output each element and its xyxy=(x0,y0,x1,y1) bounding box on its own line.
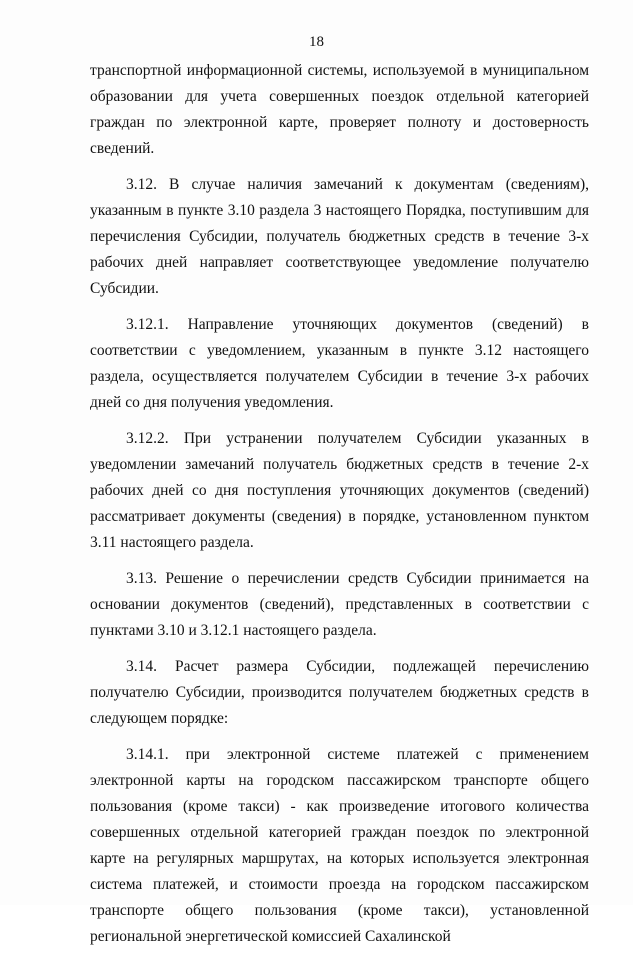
page-number: 18 xyxy=(309,34,324,50)
paragraph-continuation: транспортной информационной системы, используемой в муниципальном образовании для учета совершенных поездок отдельной категорией граждан по электронной карте, проверяет полноту и достоверность сведений. xyxy=(90,62,589,157)
paragraph-3-12-1: 3.12.1. Направление уточняющих документов (сведений) в соответствии с уведомлением, указанным в пункте 3.12 настоящего раздела, осуществляется получателем Субсидии в течение 3-х рабочих дней со дня получения уведомления. xyxy=(90,316,589,411)
paragraph-3-14: 3.14. Расчет размера Субсидии, подлежащей перечислению получателю Субсидии, производится получателем бюджетных средств в следующем порядке: xyxy=(90,658,589,727)
paragraph-3-14-1: 3.14.1. при электронной системе платежей с применением электронной карты на городском пассажирском транспорте общего пользования (кроме такси) - как произведение итогового количества совершенных отдельной категорией граждан поездок по электронной карте на регулярных маршрутах, на которых используется электронная система платежей, и стоимости проезда на городском пассажирском транспорте общего пользования (кроме такси), установленной региональной энергетической комиссией Сахалинской xyxy=(90,746,589,945)
document-body xyxy=(90,58,589,960)
paragraph-3-13: 3.13. Решение о перечислении средств Субсидии принимается на основании документов (сведений), представленных в соответствии с пунктами 3.10 и 3.12.1 настоящего раздела. xyxy=(90,570,589,639)
paragraph-3-12: 3.12. В случае наличия замечаний к документам (сведениям), указанным в пункте 3.10 раздела 3 настоящего Порядка, поступившим для перечисления Субсидии, получатель бюджетных средств в течение 3-х рабочих дней направляет соответствующее уведомление получателю Субсидии. xyxy=(90,176,589,297)
paragraph-3-12-2: 3.12.2. При устранении получателем Субсидии указанных в уведомлении замечаний получатель бюджетных средств в течение 2-х рабочих дней со дня поступления уточняющих документов (сведений) рассматривает документы (сведения) в порядке, установленном пунктом 3.11 настоящего раздела. xyxy=(90,430,589,551)
